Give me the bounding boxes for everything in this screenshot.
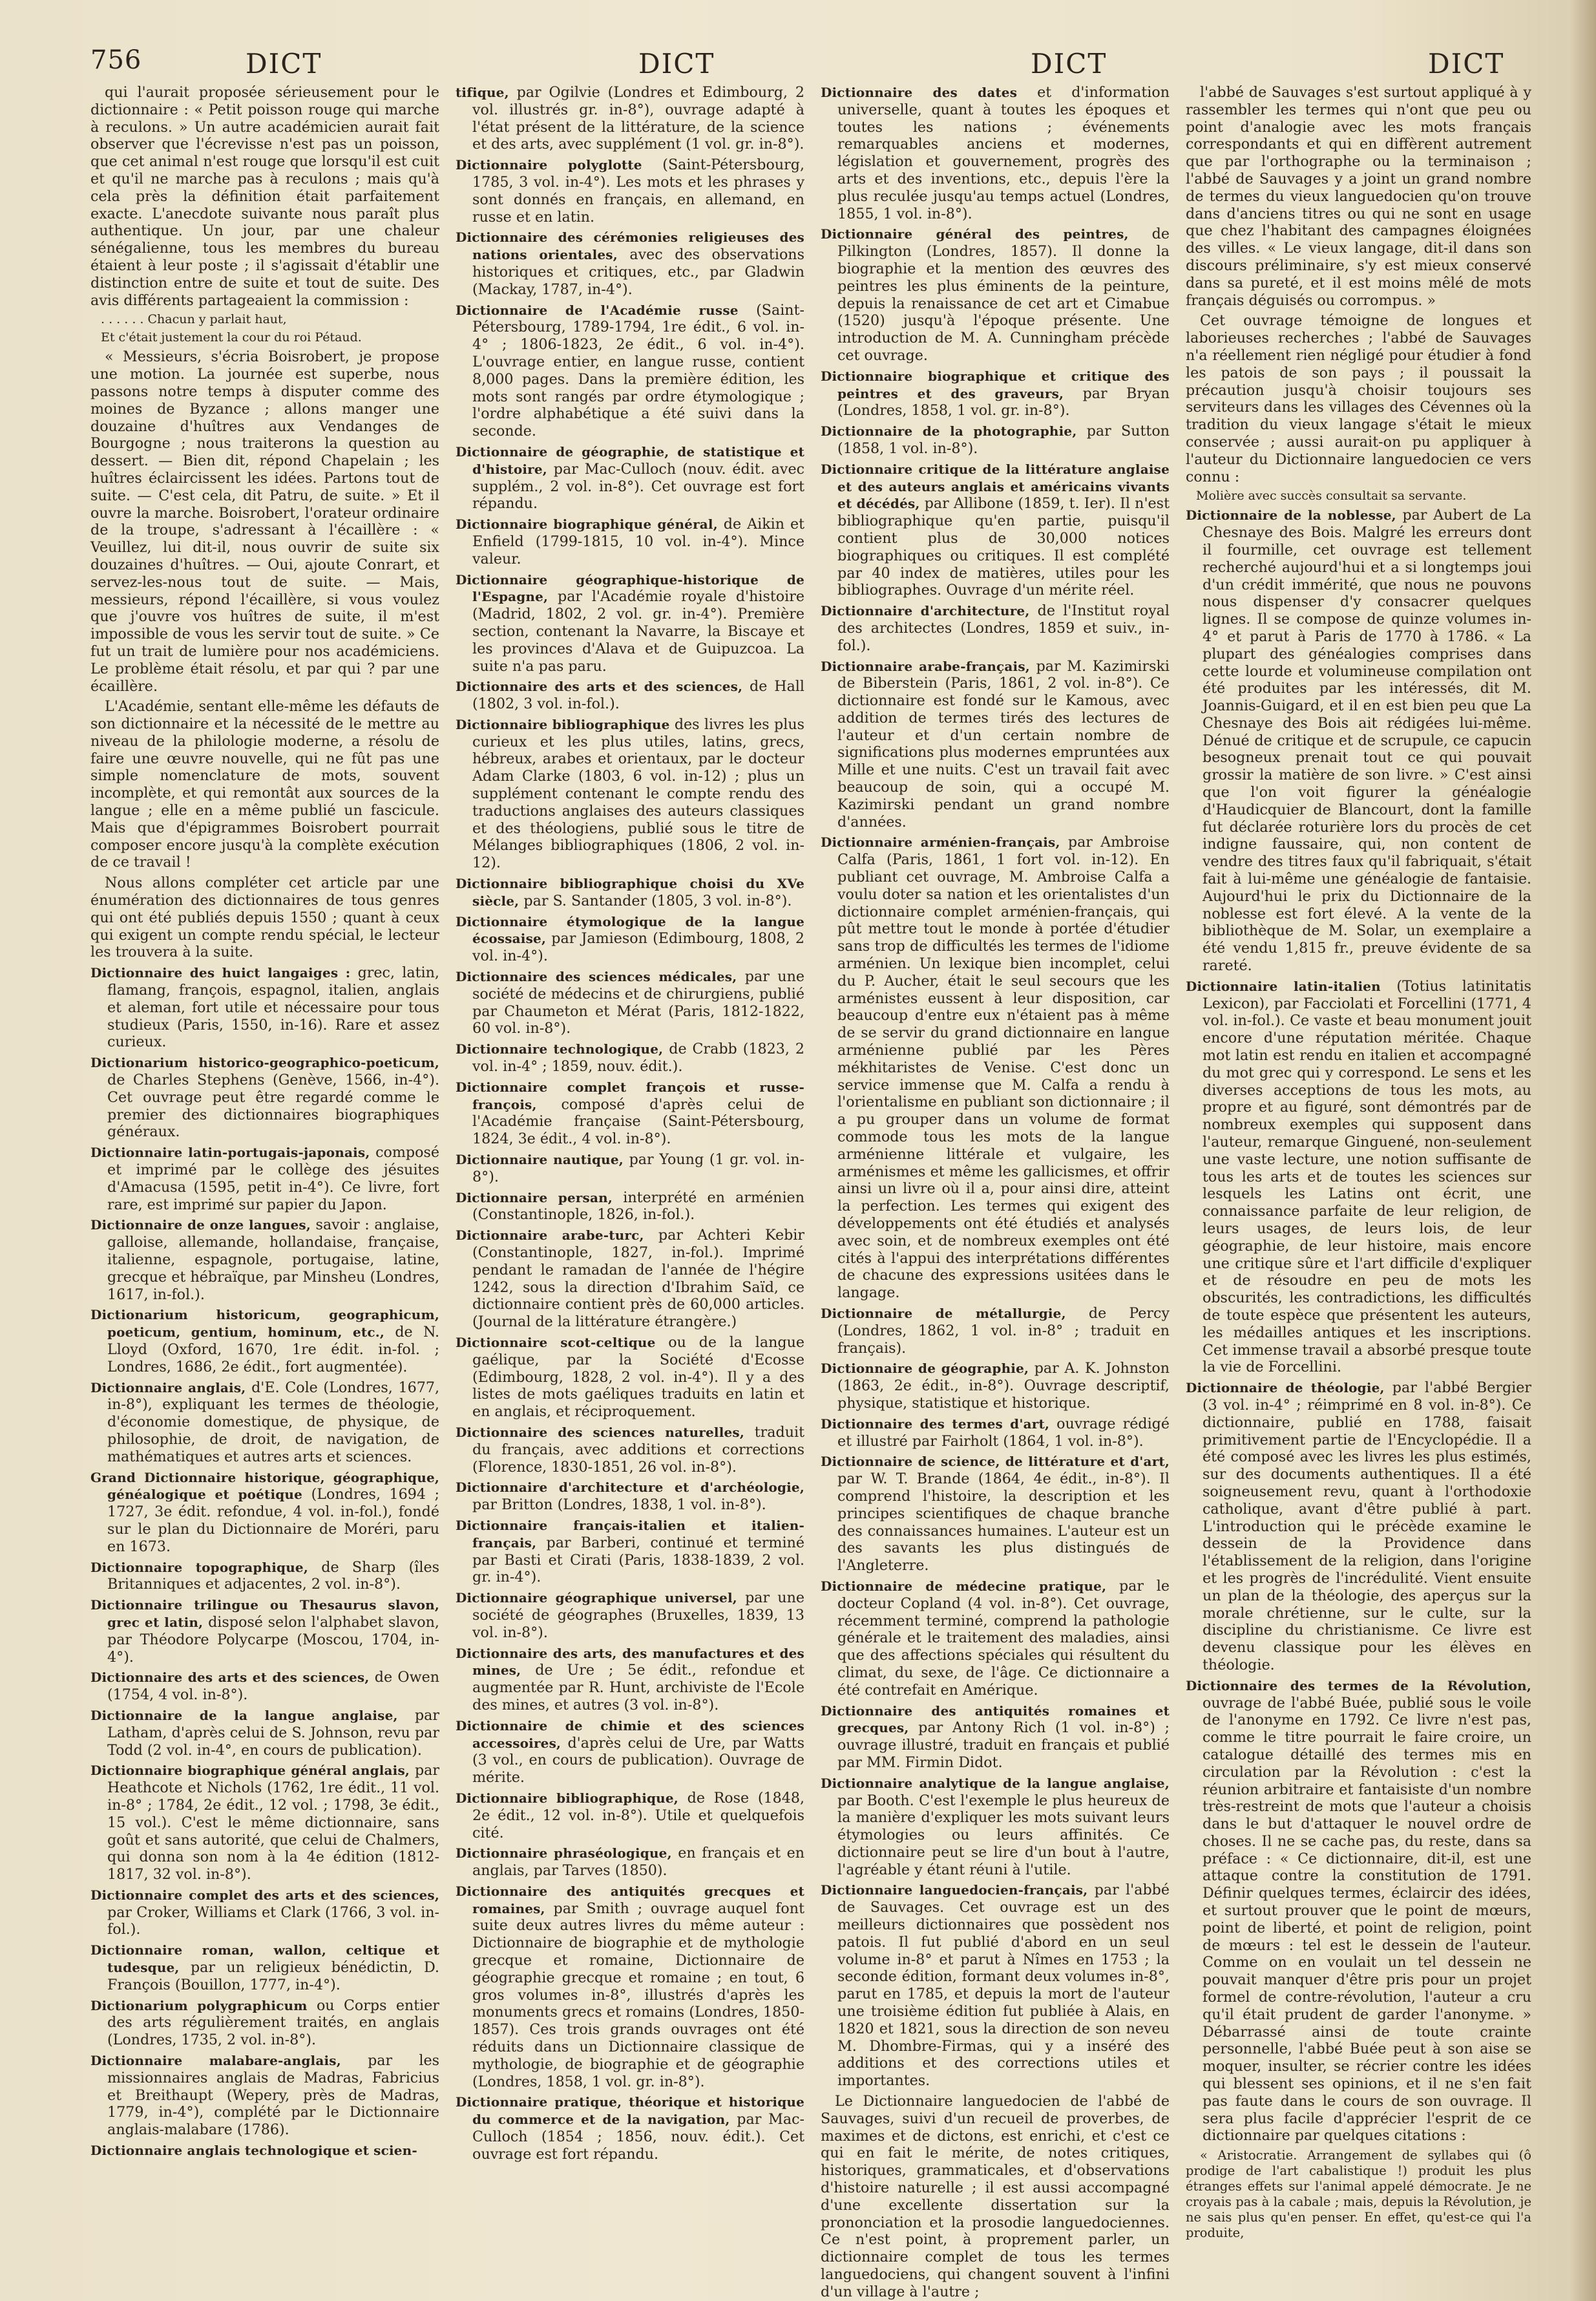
dictionary-entry	[456, 1041, 804, 1076]
entry-headword: Dictionnaire biographique général,	[456, 516, 718, 533]
entry-headword: Dictionnaire technologique,	[456, 1041, 664, 1057]
entry-text: par Croker, Williams et Clark (1766, 3 vol. in-fol.).	[107, 1903, 439, 1938]
dictionary-entry	[90, 1997, 439, 2049]
entry-text: de l'Institut royal des architectes (Londres, 1859 et suiv., in-fol.).	[837, 602, 1170, 654]
entry-headword: Dictionnaire latin-italien	[1186, 978, 1381, 994]
entry-headword: Dictionarium polygraphicum	[90, 1997, 308, 2013]
dictionary-entry	[821, 226, 1170, 364]
dictionary-entry	[821, 658, 1170, 831]
dictionary-entry	[821, 1360, 1170, 1412]
entry-headword: Dictionnaire phraséologique,	[456, 1845, 672, 1861]
entry-text: de Aikin et Enfield (1799-1815, 10 vol. in-4°). Mince valeur.	[472, 516, 804, 567]
entry-text: composé et imprimé par le collège des jésuites d'Amacusa (1595, petit in-4°). Ce livre, fort rare, est imprimé sur papier du Japon.	[107, 1144, 439, 1213]
entry-headword: Dictionnaire nautique,	[456, 1152, 624, 1168]
entry-text: ouvrage de l'abbé Buée, publié sous le voile de l'anonyme en 1792. Ce livre n'est pas, comme le titre pourrait le faire croire, un catalogue détaillé des termes mis en circulation par la Révolution : c'est la réunion arbitraire et fantaisiste d'un nombre très-restreint de mots que l'auteur a choisis dans le but d'attaquer le nouvel ordre de choses. Il ne se cache pas, du reste, dans sa préface : « Ce dictionnaire, dit-il, est une attaque contre la constitution de 1791. Définir quelques termes, éclaircir des idées, et surtout prouver que le point de mœurs, point de liberté, et point de religion, point de mœurs : tel est le dessein de l'auteur. Comme on en voulait un tel dessein ne pouvait manquer d'être pris pour un projet formel de contre-révolution, l'auteur a cru qu'il était prudent de garder l'anonyme. » Débarrassé ainsi de toute crainte personnelle, l'abbé Buée peut à son aise se moquer, insulter, se récrier contre les idées qui blessent ses opinions, et il ne s'en fait pas faute dans le cours de son ouvrage. Il sera plus facile d'apprécier l'esprit de ce dictionnaire par quelques citations :	[1202, 1694, 1531, 2145]
entry-text: interprété en arménien (Constantinople, 1826, in-fol.).	[472, 1189, 804, 1224]
dictionary-entry	[90, 964, 439, 1051]
entry-text: de Pilkington (Londres, 1857). Il donne la biographie et la mention des œuvres des peintres les plus éminents de la peinture, depuis la renaissance de cet art et Cimabue (1520) jusqu'à l'époque présente. Une introduction de M. A. Cunningham précède cet ouvrage.	[837, 226, 1170, 364]
dictionary-entry	[456, 1151, 804, 1186]
entry-text: par les missionnaires anglais de Madras, Fabricius et Breithaupt (Wepery, près de Madras, 1779, in-4°), complété par le Dictionnaire anglais-malabare (1786).	[107, 2052, 439, 2139]
entry-headword: Dictionnaire arabe-français,	[821, 658, 1030, 674]
entry-text: par Antony Rich (1 vol. in-8°) ; ouvrage illustré, traduit en français et publié par MM. Firmin Didot.	[837, 1719, 1170, 1771]
dictionary-entry	[90, 1054, 439, 1141]
entry-headword: Dictionnaire roman, wallon, celtique et tudesque,	[90, 1942, 439, 1976]
paragraph: « Messieurs, s'écria Boisrobert, je propose une motion. La journée est superbe, nous passons notre temps à disputer comme des moines de Byzance ; allons manger une douzaine d'huîtres aux Vendanges de Bourgogne ; nous traiterons la question au dessert. — Bien dit, répond Chapelain ; les huîtres éclaircissent les idées. Partons tout de suite. — C'est cela, dit Patru, de suite. » Et il ouvre la marche. Boisrobert, l'orateur ordinaire de la troupe, s'adressant à l'écaillère : « Veuillez, lui dit-il, nous ouvrir de suite six douzaines d'huîtres. — Oui, ajoute Conrart, et servez-les-nous tout de suite. — Mais, messieurs, répond l'écaillère, si vous voulez que j'ouvre vos huîtres de suite, il m'est impossible de vous les servir tout de suite. » Ce fut un trait de lumière pour nos académiciens. Le problème était résolu, et par qui ? par une écaillère.	[90, 348, 439, 695]
dictionary-entry	[821, 1702, 1170, 1772]
entry-text: (Saint-Pétersbourg, 1789-1794, 1re édit., 6 vol. in-4° ; 1806-1823, 2e édit., 6 vol. in-4°). L'ouvrage entier, en langue russe, contient 8,000 pages. Dans la première édition, les mots sont rangés par ordre étymologique ; l'ordre alphabétique a été suivi dans la seconde.	[472, 301, 804, 440]
entry-headword: Dictionnaire de théologie,	[1186, 1380, 1385, 1396]
dictionary-entry	[90, 1306, 439, 1375]
entry-text: des livres les plus curieux et les plus utiles, latins, grecs, hébreux, arabes et orientaux, par le docteur Adam Clarke (1803, 6 vol. in-12) ; plus un supplément contenant le compte rendu des traductions anglaises des auteurs classiques et des théologiens, publié sous le titre de Mélanges bibliographiques (1806, 2 vol. in-12).	[472, 716, 804, 872]
entry-headword: Dictionnaire pratique, théorique et historique du commerce et de la navigation,	[456, 2094, 804, 2128]
entry-headword: Dictionnaire arabe-turc,	[456, 1227, 644, 1244]
entry-headword: Dictionnaire de géographie, de statistique et d'histoire,	[456, 443, 804, 477]
page-binding-shadow	[1570, 0, 1596, 2301]
entry-text: par W. T. Brande (1864, 4e édit., in-8°). Il comprend l'histoire, la description et les principes scientifiques de chaque branche des connaissances humaines. L'auteur est un des savants les plus distingués de l'Angleterre.	[837, 1470, 1170, 1575]
entry-headword: Dictionnaire étymologique de la langue écossaise,	[456, 913, 804, 947]
entry-headword: Dictionnaire de chimie et des sciences accessoires,	[456, 1717, 804, 1751]
entry-headword: Dictionnaire des arts, des manufactures et des mines,	[456, 1645, 804, 1679]
entry-headword: Dictionnaire complet françois et russe-françois,	[456, 1079, 804, 1112]
dictionary-entry	[456, 229, 804, 298]
dictionary-entry	[456, 571, 804, 675]
dictionary-entry	[1186, 1677, 1531, 2145]
dictionary-entry	[821, 1578, 1170, 1699]
dictionary-entry	[821, 1775, 1170, 1879]
dictionary-entry	[821, 423, 1170, 458]
dictionary-entry	[90, 1762, 439, 1883]
entry-text: par le docteur Copland (4 vol. in-8°). Cet ouvrage, récemment terminé, comprend la pathologie générale et le traitement des maladies, ainsi que des affections spéciales qui résultent du climat, du sexe, de l'âge. Ce dictionnaire a été contrefait en Amérique.	[837, 1577, 1170, 1699]
entry-headword: Dictionnaire d'architecture et d'archéologie,	[456, 1479, 804, 1496]
page-header	[84, 39, 1557, 84]
entry-text: par l'abbé Bergier (3 vol. in-4° ; réimprimé en 8 vol. in-8°). Ce dictionnaire, publié en 1788, faisait primitivement partie de l'Encyclopédie. Il a été composé avec les livres les plus estimés, sur des documents authentiques. Il a été soigneusement revu, quant à l'orthodoxie catholique, avant d'être publié à part. L'introduction qui le précède examine le dessein de la Providence dans l'établissement de la religion, dans l'origine et les progrès de l'incrédulité. Vient ensuite un plan de la théologie, des aperçus sur la morale chrétienne, sur le culte, sur la discipline du christianisme. Ce livre est devenu classique pour les élèves en théologie.	[1202, 1379, 1532, 1673]
entry-headword: Dictionnaire des sciences médicales,	[456, 969, 737, 985]
entry-headword: Dictionnaire trilingue ou Thesaurus slavon, grec et latin,	[90, 1597, 439, 1630]
dictionary-entry	[821, 602, 1170, 654]
entry-headword: Dictionnaire des termes d'art,	[821, 1416, 1050, 1432]
entry-text: d'après celui de Ure, par Watts (3 vol., en cours de publication). Ouvrage de mérite.	[472, 1734, 804, 1787]
entry-headword: Dictionnaire de science, de littérature et d'art,	[821, 1454, 1170, 1470]
entry-headword: Dictionnaire des antiquités grecques et romaines,	[456, 1883, 804, 1916]
entry-text: composé d'après celui de l'Académie française (Saint-Pétersbourg, 1824, 3e édit., 4 vol. in-8°).	[472, 1096, 804, 1148]
dictionary-entry	[456, 1845, 804, 1880]
entry-headword: Dictionnaire de la langue anglaise,	[90, 1707, 398, 1723]
entry-headword: Dictionnaire de médecine pratique,	[821, 1578, 1107, 1594]
entry-text: par l'Académie royale d'histoire (Madrid, 1802, 2 vol. gr. in-4°). Première section, contenant la Navarre, la Biscaye et les provinces d'Alava et de Guipuzcoa. La suite n'a pas paru.	[472, 588, 804, 675]
running-head-1: DICT	[246, 48, 322, 80]
entry-text: par l'abbé de Sauvages. Cet ouvrage est un des meilleurs dictionnaires que possèdent nos patois. Il fut publié d'abord en un seul volume in-8° et parut à Nîmes en 1753 ; la seconde édition, formant deux volumes in-8°, parut en 1785, et depuis la mort de l'auteur une troisième édition fut publiée à Alais, en 1820 et 1821, sous la direction de son neveu M. Dhombre-Firmas, qui y a inséré des additions et des corrections utiles et importantes.	[837, 1882, 1170, 2090]
entry-headword: Dictionnaire bibliographique	[456, 716, 670, 732]
running-head-2: DICT	[638, 48, 715, 80]
dictionary-entry	[90, 1469, 439, 1556]
entry-text: de Sharp (îles Britanniques et adjacentes, 2 vol. in-8°).	[107, 1558, 440, 1593]
entry-headword: Dictionarium historico-geographico-poeticum,	[90, 1055, 439, 1071]
dictionary-entry	[821, 1882, 1170, 2090]
entry-headword: Dictionnaire latin-portugais-japonais,	[90, 1145, 370, 1161]
dictionary-entry	[90, 1669, 439, 1704]
dictionary-entry	[456, 1189, 804, 1224]
dictionary-entry	[456, 1227, 804, 1331]
entry-text: de Crabb (1823, 2 vol. in-4° ; 1859, nouv. édit.).	[472, 1041, 804, 1076]
entry-text: de Rose (1848, 2e édit., 12 vol. in-8°). Utile et quelquefois cité.	[472, 1789, 805, 1841]
entry-text: par Booth. C'est l'exemple le plus heureux de la manière d'expliquer les mots suivant leurs étymologies ou leurs affinités. Ce dictionnaire peut se lire d'un bout à l'autre, l'agréable y étant réuni à l'utile.	[837, 1792, 1170, 1878]
paragraph: Le Dictionnaire languedocien de l'abbé de Sauvages, suivi d'un recueil de proverbes, de maximes et de dictons, est enrichi, et c'est ce qui en fait le mérite, de notes critiques, historiques, grammaticales, et d'observations d'histoire naturelle ; il est aussi accompagné d'une excellente dissertation sur la prononciation et la prosodie languedociennes. Ce n'est point, à proprement parler, un dictionnaire complet de tous les termes languedociens, qui changent souvent à l'infini d'un village à l'autre ;	[821, 2093, 1170, 2300]
entry-headword: Dictionnaire général des peintres,	[821, 226, 1129, 242]
dictionary-entry	[1186, 978, 1531, 1376]
entry-text: par Heathcote et Nichols (1762, 1re édit., 11 vol. in-8° ; 1784, 2e édit., 12 vol. ; 1798, 3e édit., 15 vol.). C'est le même dictionnaire, sans goût et sans autorité, que celui de Chalmers, qui donna son nom à la 4e édition (1812-1817, 32 vol. in-8°).	[107, 1762, 440, 1883]
entry-text: traduit du français, avec additions et corrections (Florence, 1830-1851, 26 vol. in-8°).	[472, 1423, 805, 1476]
dictionary-entry	[90, 1216, 439, 1303]
entry-text: (Totius latinitatis Lexicon), par Facciolati et Forcellini (1771, 4 vol. in-fol.). Ce vaste et beau monument jouit encore d'une réputation méritée. Chaque mot latin est rendu en italien et accompagné du mot grec qui y correspond. Le sens et les diverses acceptions de tous les mots, au propre et au figuré, sont démontrés par de nombreux exemples qui supposent dans l'auteur, remarque Ginguené, non-seulement une vaste lecture, une notion suffisante de tous les arts et de toutes les sciences sur lesquels les Latins ont écrit, une connaissance parfaite de leur religion, de leurs usages, de leurs lois, de leur géographie, de leur histoire, mais encore une critique sûre et l'art difficile d'expliquer et de résoudre en peu de mots les obscurités, les contradictions, les difficultés de toute espèce que présentent les auteurs, les médailles antiques et les inscriptions. Cet immense travail a absorbé presque toute la vie de Forcellini.	[1202, 977, 1531, 1376]
dictionary-entry	[456, 1790, 804, 1841]
paragraph: Cet ouvrage témoigne de longues et laborieuses recherches ; l'abbé de Sauvages n'a réellement rien négligé pour étudier à fond les patois de son pays ; il poussait la précaution jusqu'à choisir toujours ses serviteurs dans les villages des Cévennes où la tradition du vieux langage s'était le mieux conservée ; aussi aurait-on pu appliquer à l'auteur du Dictionnaire languedocien ce vers connu :	[1186, 312, 1531, 485]
paragraph: l'abbé de Sauvages s'est surtout appliqué à y rassembler les termes qui n'ont que peu ou point d'analogie avec les mots français correspondants et qui en diffèrent autrement que par l'orthographe ou la terminaison ; l'abbé de Sauvages y a joint un grand nombre de termes du vieux languedocien qu'on trouve dans d'anciens titres ou qui ne sont en usage que chez l'habitant des campagnes éloignées des villes. « Le vieux langage, dit-il dans son discours préliminaire, s'y est mieux conservé dans sa pureté, et il est moins mêlé de mots français déguisés ou corrompus. »	[1186, 84, 1531, 309]
entry-headword: Dictionnaire des dates	[821, 85, 1018, 100]
entry-text: par M. Kazimirski de Biberstein (Paris, 1861, 2 vol. in-8°). Ce dictionnaire est fondé sur le Kamous, avec addition de termes tirés des lectures de l'auteur et d'un certain nombre de significations plus modernes empruntées aux Mille et une nuits. C'est un travail fait avec beaucoup de soin, qui a occupé M. Kazimirski pendant un grand nombre d'années.	[837, 657, 1170, 831]
entry-headword: Dictionnaire de l'Académie russe	[456, 302, 739, 318]
dictionary-entry	[821, 1453, 1170, 1575]
dictionary-entry	[1186, 1379, 1531, 1674]
dictionary-entry	[456, 1479, 804, 1514]
entry-headword: Dictionnaire bibliographique choisi du XVe siècle,	[456, 876, 804, 909]
entry-headword: Dictionnaire anglais,	[90, 1379, 246, 1395]
dictionary-entry	[821, 1416, 1170, 1450]
dictionary-entry	[821, 461, 1170, 599]
dictionary-entry	[90, 1596, 439, 1666]
dictionary-entry	[90, 1942, 439, 1993]
entry-text: par Achteri Kebir (Constantinople, 1827, in-fol.). Imprimé pendant le ramadan de l'année de l'hégire 1242, sous la direction d'Ibrahim Saïd, ce dictionnaire contient près de 60,000 articles. (Journal de la littérature étrangère.)	[472, 1227, 804, 1331]
dictionary-entry	[821, 368, 1170, 419]
entry-text: par Aubert de La Chesnaye des Bois. Malgré les erreurs dont il fourmille, cet ouvrage est tellement recherché aujourd'hui et a si longtemps joui d'un crédit immérité, que nous ne pouvons nous dispenser d'y consacrer quelques lignes. Il se compose de quinze volumes in-4° et parut à Paris de 1770 à 1786. « La plupart des généalogies comprises dans cette lourde et volumineuse compilation ont été produites par les intéressés, dit M. Joannis-Guigard, et il en est bien peu que La Chesnaye des Bois ait rédigées lui-même. Dénué de critique et de scrupule, ce capucin besogneux prenait tout ce qui pouvait grossir la matière de son livre. » C'est ainsi que l'on voit figurer la généalogie d'Haudicquier de Blancourt, dont la famille fut déclarée roturière lors du procès de cet indigne faussaire, qui, non content de vendre des titres faux qu'il fabriquait, s'était fait à lui-même une généalogie de fantaisie. Aujourd'hui le prix du Dictionnaire de la noblesse est fort élevé. A la vente de la bibliothèque de M. Solar, un exemplaire a été vendu 1,815 fr., preuve évidente de sa rareté.	[1202, 507, 1532, 975]
paragraph: L'Académie, sentant elle-même les défauts de son dictionnaire et la nécessité de le mettre au niveau de la philologie moderne, a résolu de faire une œuvre nouvelle, qui ne fût pas une simple nomenclature de mots, souvent incomplète, et qui remontât aux sources de la langue ; elle en a même publié un fascicule. Mais que d'épigrammes Boisrobert pourrait composer encore jusqu'à la complète exécution de ce travail !	[90, 698, 439, 871]
entry-headword: Dictionnaire géographique-historique de l'Espagne,	[456, 571, 804, 605]
entry-headword: Dictionnaire des arts et des sciences,	[456, 679, 743, 695]
entry-headword: Dictionnaire scot-celtique	[456, 1334, 656, 1350]
entry-headword: Dictionnaire français-italien et italien-français,	[456, 1517, 804, 1551]
entry-headword: Dictionnaire des antiquités romaines et grecques,	[821, 1702, 1170, 1736]
entry-text: et d'information universelle, quant à toutes les époques et toutes les nations ; événements remarquables anciens et modernes, législation et gouvernement, progrès des arts et des inventions, etc., depuis l'ère la plus reculée jusqu'au temps actuel (Londres, 1855, 1 vol. in-8°).	[837, 84, 1170, 222]
dictionary-entry	[456, 1645, 804, 1714]
entry-text: de Percy (Londres, 1862, 1 vol. in-8° ; traduit en français).	[837, 1304, 1170, 1357]
entry-text: de Charles Stephens (Genève, 1566, in-4°). Cet ouvrage peut être regardé comme le premier des dictionnaires biographiques généraux.	[107, 1072, 439, 1141]
dictionary-entry	[1186, 507, 1531, 975]
entry-headword: Dictionarium historicum, geographicum, poeticum, gentium, hominum, etc.,	[90, 1307, 439, 1341]
dictionary-entry	[456, 84, 804, 153]
entry-headword: Dictionnaire persan,	[456, 1189, 613, 1205]
dictionary-entry	[456, 875, 804, 910]
entry-headword: Dictionnaire polyglotte	[456, 157, 642, 173]
entry-text: de Ure ; 5e édit., refondue et augmentée par R. Hunt, archiviste de l'Ecole des mines, et autres (3 vol. in-8°).	[472, 1662, 804, 1713]
entry-text: par Mac-Culloch (nouv. édit. avec supplém., 2 vol. in-8°). Cet ouvrage est fort répandu.	[472, 460, 804, 513]
entry-headword: Dictionnaire de la photographie,	[821, 423, 1077, 440]
entry-text: par Ambroise Calfa (Paris, 1861, 1 fort vol. in-12). En publiant cet ouvrage, M. Ambroise Calfa a voulu doter sa nation et les orientalistes d'un dictionnaire complet arménien-français, qui pût mettre tout le monde à portée d'étudier sans trop de difficultés les termes de l'idiome arménien. Un lexique bien incomplet, celui du P. Aucher, était le seul secours que les arménistes eussent à leur disposition, car beaucoup d'entre eux n'étaient pas à même de se servir du grand dictionnaire en langue arménienne publié par les Pères mékhitaristes de Venise. C'est donc un service immense que M. Calfa a rendu à l'orientalisme en publiant son dictionnaire ; il a pu grouper dans un volume de format commode tous les mots de la langue arménienne littérale et vulgaire, les arménismes et même les gallicismes, et offrir ainsi un livre où il a, pour ainsi dire, atteint la perfection. Les termes qui exigent des développements ont été étudiés et analysés avec soin, et de nombreux exemples ont été cités à l'appui des interprétations différentes de chacune des expressions usitées dans le langage.	[837, 834, 1170, 1302]
entry-text: d'E. Cole (Londres, 1677, in-8°), expliquant les termes de théologie, d'économie domestique, de physique, de philosophie, de droit, de navigation, de mathématiques et autres arts et sciences.	[107, 1379, 439, 1465]
entry-headword: Dictionnaire de onze langues,	[90, 1217, 311, 1233]
entry-text: de Hall (1802, 3 vol. in-fol.).	[472, 678, 804, 713]
entry-text: par S. Santander (1805, 3 vol. in-8°).	[519, 892, 792, 909]
dictionary-entry	[456, 1517, 804, 1586]
entry-text: par Britton (Londres, 1838, 1 vol. in-8°).	[472, 1496, 766, 1514]
dictionary-entry	[456, 516, 804, 567]
dictionary-entry	[456, 968, 804, 1037]
column-4	[1186, 84, 1531, 2275]
column-1	[90, 84, 439, 2275]
entry-text: par une société de géographes (Bruxelles, 1839, 13 vol. in-8°).	[472, 1589, 804, 1641]
dictionary-entry	[456, 443, 804, 513]
dictionary-entry	[90, 1707, 439, 1759]
entry-text: savoir : anglaise, galloise, allemande, hollandaise, française, italienne, espagnole, portugaise, latine, grecque et hébraïque, par Minsheu (Londres, 1617, in-fol.).	[107, 1216, 439, 1303]
page-number: 756	[90, 45, 142, 75]
dictionary-entry	[90, 2052, 439, 2139]
dictionary-entry	[90, 2142, 439, 2159]
entry-headword: Dictionnaire de la noblesse,	[1186, 507, 1396, 524]
dictionary-entry	[821, 1305, 1170, 1357]
entry-text: ou de la langue gaélique, par la Société d'Ecosse (Edimbourg, 1828, 2 vol. in-4°). Il y a des listes de mots gaéliques traduits en latin et en anglais, et réciproquement.	[472, 1333, 804, 1421]
column-3	[821, 84, 1170, 2300]
dictionary-entry	[456, 1334, 804, 1421]
dictionary-entry	[456, 678, 804, 713]
dictionary-entry	[456, 1883, 804, 2091]
dictionary-entry	[456, 1717, 804, 1787]
entry-text: disposé selon l'alphabet slavon, par Théodore Polycarpe (Moscou, 1704, in-4°).	[107, 1613, 439, 1666]
entry-text: par Bryan (Londres, 1858, 1 vol. gr. in-8°).	[837, 385, 1170, 419]
dictionary-entry	[821, 84, 1170, 222]
entry-headword: Dictionnaire bibliographique,	[456, 1790, 678, 1806]
entry-headword: Dictionnaire des huict langaiges :	[90, 965, 351, 981]
dictionary-entry	[90, 1379, 439, 1466]
running-head-3: DICT	[1031, 48, 1108, 80]
entry-text: par Jamieson (Edimbourg, 1808, 2 vol. in-4°).	[472, 930, 804, 965]
entry-headword: Dictionnaire des termes de la Révolution,	[1186, 1677, 1531, 1693]
entry-text: par Barberi, continué et terminé par Basti et Cirati (Paris, 1838-1839, 2 vol. gr. in-4°).	[472, 1534, 804, 1586]
dictionary-entry	[456, 913, 804, 965]
entry-headword: Dictionnaire languedocien-français,	[821, 1882, 1088, 1898]
entry-headword: Dictionnaire biographique et critique des peintres et des graveurs,	[821, 368, 1170, 401]
verse-line: Et c'était justement la cour du roi Pétaud.	[101, 330, 362, 345]
entry-text: par Mac-Culloch (1854 ; 1856, nouv. édit.). Cet ouvrage est fort répandu.	[472, 2111, 804, 2163]
entry-text: par une société de médecins et de chirurgiens, publié par Chaumeton et Mérat (Paris, 1812-1822, 60 vol. in-8°).	[472, 968, 804, 1037]
dictionary-entry	[456, 156, 804, 226]
entry-headword: tifique,	[456, 85, 509, 100]
entry-headword: Dictionnaire complet des arts et des sciences,	[90, 1887, 439, 1903]
entry-text: par Young (1 gr. vol. in-8°).	[472, 1151, 804, 1185]
dictionary-entry	[456, 1079, 804, 1148]
entry-headword: Dictionnaire topographique,	[90, 1559, 308, 1575]
entry-text: grec, latin, flamang, françois, espagnol, italien, anglais et aleman, fort utile et nécessaire pour tous studieux (Paris, 1550, in-16). Rare et assez curieux.	[107, 964, 439, 1051]
entry-headword: Dictionnaire arménien-français,	[821, 834, 1060, 851]
entry-headword: Dictionnaire d'architecture,	[821, 603, 1030, 619]
entry-headword: Dictionnaire des arts et des sciences,	[90, 1670, 370, 1686]
dictionary-entry	[456, 302, 804, 440]
entry-headword: Dictionnaire critique de la littérature anglaise et des auteurs anglais et américains vivants et décédés,	[821, 461, 1170, 512]
entry-headword: Dictionnaire de géographie,	[821, 1361, 1029, 1377]
dictionary-entry	[456, 1424, 804, 1476]
dictionary-entry	[456, 716, 804, 872]
entry-text: par Smith ; ouvrage auquel font suite deux autres livres du même auteur : Dictionnaire de biographie et de mythologie grecque et romaine, Dictionnaire de géographie grecque et romaine ; en tout, 6 gros volumes in-8°, illustrés d'après les monuments grecs et romains (Londres, 1850-1857). Ces trois grands ouvrages ont été réduits dans un Dictionnaire classique de mythologie, de biographie et de géographie (Londres, 1858, 1 vol. gr. in-8°).	[472, 1900, 804, 2090]
entry-text: de N. Lloyd (Oxford, 1670, 1re édit. in-fol. ; Londres, 1686, 2e édit., fort augmentée).	[107, 1324, 439, 1375]
entry-headword: Dictionnaire anglais technologique et scien-	[90, 2143, 417, 2159]
dictionary-entry	[456, 1589, 804, 1641]
entry-text: avec des observations historiques et critiques, etc., par Gladwin (Mackay, 1787, in-4°).	[472, 246, 804, 298]
entry-text: par Latham, d'après celui de S. Johnson, revu par Todd (2 vol. in-4°, en cours de publication).	[107, 1706, 439, 1759]
entry-text: de Owen (1754, 4 vol. in-8°).	[107, 1669, 440, 1704]
quotation: « Aristocratie. Arrangement de syllabes qui (ô prodige de l'art cabalistique !) produit les plus étranges effets sur l'animal appelé démocrate. Je ne croyais pas à la cabale ; mais, depuis la Révolution, je ne sais plus qu'en penser. En effet, qu'est-ce qui l'a produite,	[1186, 2148, 1531, 2241]
entry-headword: Dictionnaire des sciences naturelles,	[456, 1424, 745, 1440]
dictionary-entry	[90, 1144, 439, 1213]
dictionary-entry	[821, 834, 1170, 1302]
entry-text: par Ogilvie (Londres et Edimbourg, 2 vol. illustrés gr. in-8°), ouvrage adapté à l'état présent de la littérature, de la science et des arts, avec supplément (1 vol. gr. in-8°).	[472, 84, 804, 153]
dictionary-entry	[90, 1559, 439, 1594]
paragraph: qui l'aurait proposée sérieusement pour le dictionnaire : « Petit poisson rouge qui marche à reculons. » Un autre académicien aurait fait observer que l'écrevisse n'est pas un poisson, que cet animal n'est rouge que lorsqu'il est cuit et qu'il ne marche pas à reculons ; mais qu'à cela près la définition était parfaitement exacte. L'anecdote suivante nous paraît plus authentique. Un jour, par une chaleur sénégalienne, tous les membres du bureau étaient à leur poste ; il s'agissait d'établir une distinction entre de suite et tout de suite. Des avis différents partageaient la commission :	[90, 84, 439, 309]
entry-text: par Allibone (1859, t. Ier). Il n'est bibliographique qu'en partie, puisqu'il contient plus de 30,000 notices biographiques ou critiques. Il est complété par 40 index de matières, utiles pour les bibliographes. Ouvrage d'un mérite réel.	[837, 495, 1170, 599]
entry-headword: Dictionnaire des cérémonies religieuses des nations orientales,	[456, 229, 804, 263]
entry-headword: Dictionnaire de métallurgie,	[821, 1305, 1066, 1321]
running-head-4: DICT	[1428, 48, 1505, 80]
entry-text: par A. K. Johnston (1863, 2e édit., in-8°). Ouvrage descriptif, physique, statistique et historique.	[837, 1360, 1170, 1412]
entry-text: ou Corps entier des arts régulièrement traités, en anglais (Londres, 1735, 2 vol. in-8°).	[107, 1997, 439, 2049]
entry-text: (Saint-Pétersbourg, 1785, 3 vol. in-4°). Les mots et les phrases y sont donnés en français, en allemand, en russe et en latin.	[472, 156, 804, 226]
entry-headword: Dictionnaire biographique général anglais,	[90, 1763, 410, 1779]
entry-headword: Dictionnaire analytique de la langue anglaise,	[821, 1775, 1170, 1791]
entry-headword: Grand Dictionnaire historique, géographique, généalogique et poétique	[90, 1469, 439, 1503]
text-columns	[90, 84, 1532, 2300]
verse-line: Molière avec succès consultait sa servante.	[1196, 489, 1467, 504]
dictionary-entry	[456, 2094, 804, 2163]
entry-headword: Dictionnaire géographique universel,	[456, 1590, 737, 1606]
entry-text: par un religieux bénédictin, D. François (Bouillon, 1777, in-4°).	[107, 1959, 439, 1993]
verse-line: . . . . . . Chacun y parlait haut,	[101, 312, 287, 327]
column-2	[456, 84, 804, 2275]
dictionary-entry	[90, 1887, 439, 1938]
entry-text: par Sutton (1858, 1 vol. in-8°).	[837, 423, 1170, 457]
entry-text: ouvrage rédigé et illustré par Fairholt (1864, 1 vol. in-8°).	[837, 1415, 1170, 1450]
entry-headword: Dictionnaire malabare-anglais,	[90, 2053, 341, 2069]
entry-text: (Londres, 1694 ; 1727, 3e édit. refondue, 4 vol. in-fol.), fondé sur le plan du Dictionnaire de Moréri, paru en 1673.	[107, 1486, 439, 1555]
entry-text: en français et en anglais, par Tarves (1850).	[472, 1845, 804, 1880]
paragraph: Nous allons compléter cet article par une énumération des dictionnaires de tous genres qui ont été publiés depuis 1550 ; quant à ceux qui exigent un compte rendu spécial, le lecteur les trouvera à la suite.	[90, 875, 439, 961]
